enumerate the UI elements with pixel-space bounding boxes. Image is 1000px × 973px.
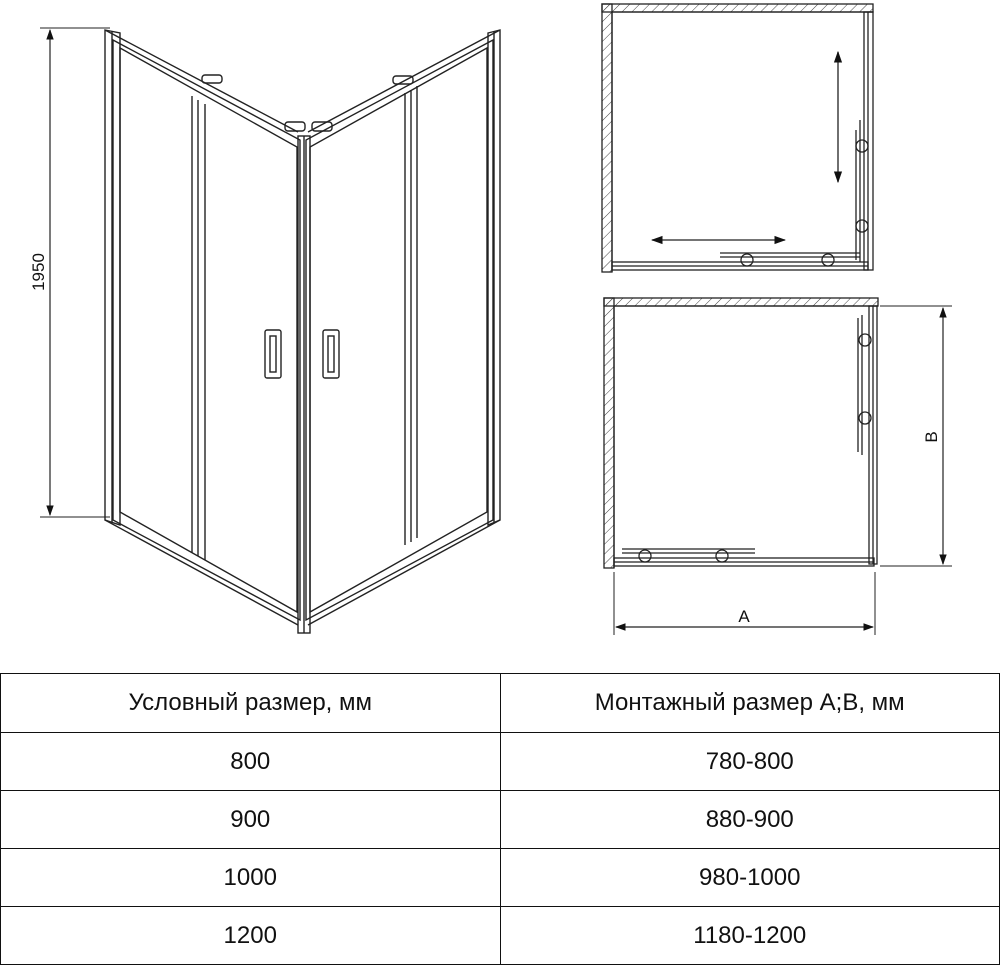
perspective-view: [40, 28, 500, 633]
right-panel: [306, 30, 500, 625]
mounting-size-cell: 780-800: [500, 733, 1000, 791]
table-row: [1, 907, 1000, 965]
header-mounting-size: Монтажный размер A;B, мм: [500, 674, 1000, 733]
size-table: [0, 673, 1000, 965]
header-nominal-size: Условный размер, мм: [1, 674, 501, 733]
nominal-size-cell: 1200: [1, 907, 501, 965]
door-handles: [265, 330, 339, 378]
left-panel: [105, 30, 305, 625]
nominal-size-cell: 1000: [1, 849, 501, 907]
table-header-row: [1, 674, 1000, 733]
height-label: 1950: [29, 253, 48, 291]
width-label: A: [738, 607, 750, 626]
mounting-size-cell: 980-1000: [500, 849, 1000, 907]
table-row: [1, 791, 1000, 849]
table-row: [1, 849, 1000, 907]
nominal-size-cell: 900: [1, 791, 501, 849]
height-dimension: [40, 28, 110, 517]
plan-view-top: [602, 4, 873, 272]
depth-label: B: [922, 431, 941, 443]
mounting-size-cell: 1180-1200: [500, 907, 1000, 965]
mounting-size-cell: 880-900: [500, 791, 1000, 849]
nominal-size-cell: 800: [1, 733, 501, 791]
plan-view-bottom: [604, 298, 952, 635]
table-row: [1, 733, 1000, 791]
